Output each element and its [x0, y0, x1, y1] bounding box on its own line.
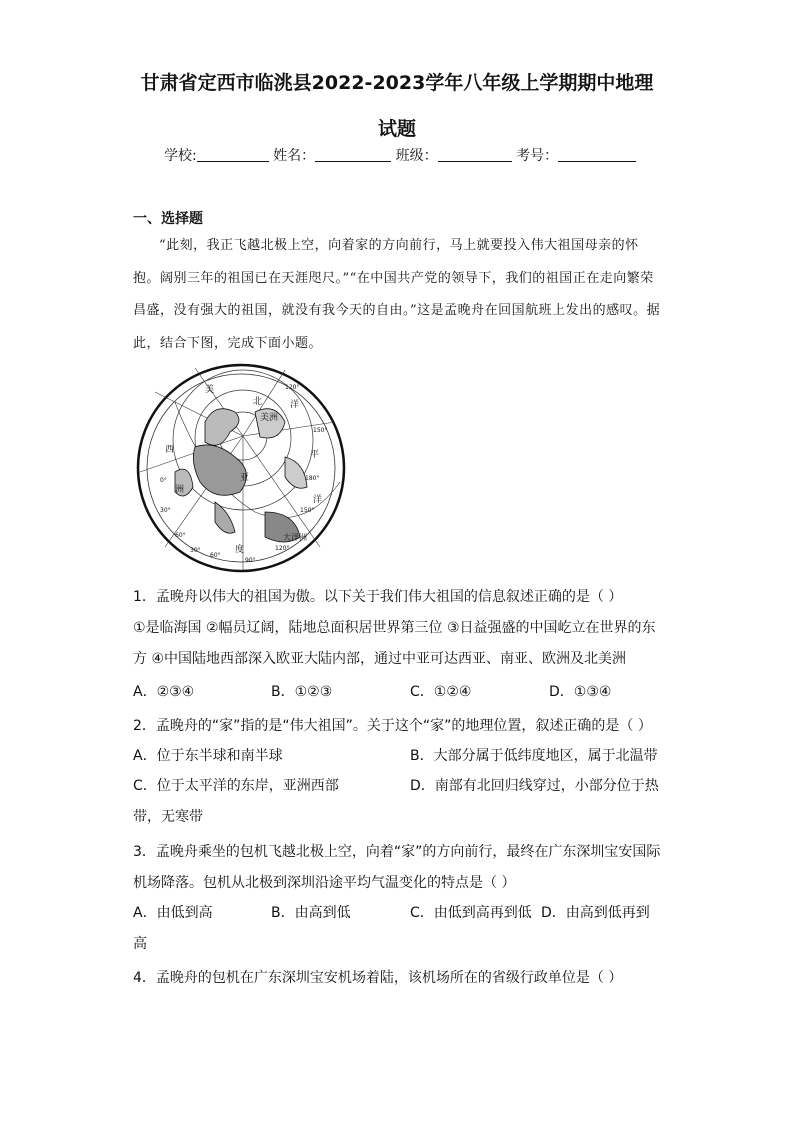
q3-option-b[interactable]: B．由高到低: [271, 905, 351, 921]
map-label-asia: 亚: [240, 473, 250, 483]
map-label-north: 北: [253, 397, 263, 407]
question-4-stem: 4．孟晚舟的包机在广东深圳宝安机场着陆，该机场所在的省级行政单位是（ ）: [133, 970, 623, 986]
passage-text: “此刻，我正飞越北极上空，向着家的方向前行，马上就要投入伟大祖国母亲的怀抱。阔别三年的祖国已在天涯咫尺。”“在中国共产党的领导下，我们的祖国正在走向繁荣昌盛，没有强大的祖国，就没有我今天的自由。”这是孟晚舟在回国航班上发出的感叹。据此，结合下图，完成下面小题。: [133, 238, 661, 351]
map-degree: 90°: [245, 557, 256, 564]
polar-globe-map: [135, 362, 347, 574]
number-field[interactable]: [558, 147, 636, 162]
map-label-oceania: 大洋洲: [283, 533, 307, 542]
map-degree: 60°: [175, 532, 186, 539]
question-1-body: ①是临海国 ②幅员辽阔，陆地总面积居世界第三位 ③日益强盛的中国屹立在世界的东方 ④中国陆地西部深入欧亚大陆内部，通过中亚可达西亚、南亚、欧洲及北美洲: [133, 620, 656, 667]
student-info-line: [164, 145, 636, 165]
q3-option-d-cont: 高: [133, 936, 147, 952]
name-field[interactable]: [315, 147, 391, 162]
map-degree: 60°: [210, 552, 221, 559]
map-degree: 150°: [300, 507, 315, 514]
q2-option-a[interactable]: A．位于东半球和南半球: [133, 748, 283, 764]
q2-option-b[interactable]: B．大部分属于低纬度地区，属于北温带: [410, 748, 658, 764]
page-title: 甘肃省定西市临洮县2022-2023学年八年级上学期期中地理: [140, 72, 654, 94]
question-2-stem: 2．孟晚舟的“家”指的是“伟大祖国”。关于这个“家”的地理位置，叙述正确的是（ ）: [133, 718, 652, 734]
class-field[interactable]: [438, 147, 512, 162]
name-label: 姓名：: [273, 148, 316, 164]
q2-option-d[interactable]: D．南部有北回归线穿过，小部分位于热: [410, 778, 659, 794]
map-degree: 0°: [160, 477, 167, 484]
school-label: 学校:: [164, 148, 197, 164]
map-degree: 150°: [313, 427, 328, 434]
page-title-cont: 试题: [377, 118, 416, 140]
q2-option-c[interactable]: C．位于太平洋的东岸，亚洲西部: [133, 778, 339, 794]
reading-passage: [133, 230, 661, 360]
q3-option-a[interactable]: A．由低到高: [133, 905, 213, 921]
map-degree: 120°: [285, 384, 300, 391]
number-label: 考号：: [516, 148, 559, 164]
section-title: 一、选择题: [133, 211, 203, 227]
map-degree: 30°: [190, 547, 201, 554]
q1-option-b[interactable]: B．①②③: [271, 684, 333, 700]
map-label-ocean: 洋: [290, 400, 300, 410]
map-label-pacific1: 平: [310, 450, 320, 460]
q1-option-c[interactable]: C．①②④: [410, 684, 472, 700]
q2-option-d-cont: 带，无寒带: [133, 809, 203, 825]
map-label-europe: 洲: [175, 485, 185, 495]
map-label-pacific2: 洋: [313, 495, 323, 505]
map-label-americas: 美洲: [260, 413, 279, 423]
question-3-stem: 3．孟晚舟乘坐的包机飞越北极上空，向着“家”的方向前行，最终在广东深圳宝安国际机场降落。包机从北极到深圳沿途平均气温变化的特点是（ ）: [133, 844, 661, 891]
class-label: 班级：: [395, 148, 438, 164]
q1-option-a[interactable]: A．②③④: [133, 684, 195, 700]
question-1-stem: 1．孟晚舟以伟大的祖国为傲。以下关于我们伟大祖国的信息叙述正确的是（ ）: [133, 589, 623, 605]
q3-option-c[interactable]: C．由低到高再到低: [410, 905, 532, 921]
school-field[interactable]: [197, 147, 269, 162]
map-label-india: 度: [235, 545, 245, 555]
q1-option-d[interactable]: D．①③④: [549, 684, 612, 700]
map-label-america: 美: [205, 385, 215, 395]
map-degree: 180°: [305, 475, 320, 482]
q3-option-d[interactable]: D．由高到低再到: [541, 905, 650, 921]
map-degree: 120°: [275, 545, 290, 552]
map-degree: 30°: [160, 507, 171, 514]
map-label-west: 西: [165, 445, 175, 455]
